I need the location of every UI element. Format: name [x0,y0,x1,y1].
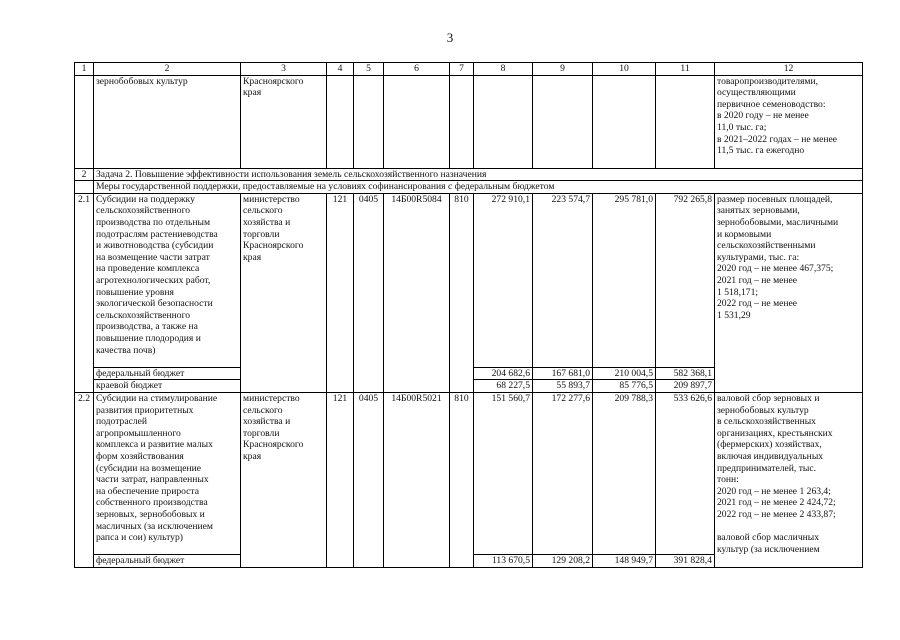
measures-title: Меры государственной поддержки, предоставляемые на условиях софинансирования с федеральным бюджетом [94,181,863,194]
cell-2021: 223 574,7 [533,193,593,367]
cell-fed-2020: 204 682,6 [474,367,533,380]
table-row [75,193,863,367]
cell-vr: 810 [450,193,474,392]
cell-fed-2022: 210 004,5 [593,367,656,380]
program-table [74,62,863,568]
cell-reg-2022: 85 776,5 [593,380,656,393]
cell-2021: 172 277,6 [533,392,593,554]
page-number: 3 [446,30,454,45]
cell-executor: Красноярского края [241,75,327,168]
col-header: 12 [715,63,863,76]
cell-executor: министерство сельского хозяйства и торговли Красноярского края [241,193,327,392]
col-header: 10 [593,63,656,76]
cell-reg-label: краевой бюджет [94,380,241,393]
cell-total: 533 626,6 [656,392,715,554]
col-header: 4 [327,63,354,76]
cell-fed-2020: 113 670,5 [474,554,533,567]
col-header: 9 [533,63,593,76]
cell-fed-label: федеральный бюджет [94,554,241,567]
cell-fed-2022: 148 949,7 [593,554,656,567]
cell-2020: 272 910,1 [474,193,533,367]
col-header: 6 [384,63,450,76]
cell-grbs: 121 [327,392,354,567]
cell-name: Субсидии на поддержку сельскохозяйственного производства по отдельным подотраслям растениеводства и животноводства (субсидии на возмещение части затрат на проведение комплекса агротехнологических работ, повышение уровня экологической безопасности сельскохозяйственного производства, а также на повышение плодородия и качества почв) [94,193,241,367]
row-number: 2.2 [75,392,94,567]
cell-executor: министерство сельского хозяйства и торговли Красноярского края [241,392,327,567]
col-header: 5 [354,63,384,76]
measures-row [75,181,863,194]
task-number: 2 [75,168,94,181]
table-row [75,392,863,554]
col-header: 1 [75,63,94,76]
cell-2022: 209 788,3 [593,392,656,554]
cell-fed-label: федеральный бюджет [94,367,241,380]
cell-name: зернобобовых культур [94,75,241,168]
cell-csr: 14Б00R5084 [384,193,450,392]
col-header: 2 [94,63,241,76]
cell-reg-2020: 68 227,5 [474,380,533,393]
column-numbers-row [75,63,863,76]
cell-grbs: 121 [327,193,354,392]
cell-fed-2021: 129 208,2 [533,554,593,567]
cell-csr: 14Б00R5021 [384,392,450,567]
cell-2022: 295 781,0 [593,193,656,367]
cell-fed-total: 391 828,4 [656,554,715,567]
cell-rzpr: 0405 [354,392,384,567]
cell-fed-total: 582 368,1 [656,367,715,380]
task-row [75,168,863,181]
task-title: Задача 2. Повышение эффективности использования земель сельскохозяйственного назначения [94,168,863,181]
cell-reg-total: 209 897,7 [656,380,715,393]
cell-name: Субсидии на стимулирование развития приоритетных подотраслей агропромышленного комплекса и развитие малых форм хозяйствования (субсидии на возмещение части затрат, направленных на обеспечение прироста собственного производства зерновых, зернобобовых и масличных (за исключением рапса и сои) культур) [94,392,241,554]
cell-result: размер посевных площадей, занятых зерновыми, зернобобовыми, масличными и кормовыми сельскохозяйственными культурами, тыс. га: 2020 год – не менее 467,375; 2021 год – не менее 1 518,171; 2022 год – не менее 1 531,29 [715,193,863,392]
col-header: 8 [474,63,533,76]
cell-reg-2021: 55 893,7 [533,380,593,393]
cell-result: товаропроизводителями, осуществляющими первичное семеноводство: в 2020 году – не менее 11,0 тыс. га; в 2021–2022 годах – не менее 11,5 тыс. га ежегодно [715,75,863,168]
cell-2020: 151 560,7 [474,392,533,554]
cell-fed-2021: 167 681,0 [533,367,593,380]
cell-total: 792 265,8 [656,193,715,367]
col-header: 11 [656,63,715,76]
col-header: 7 [450,63,474,76]
cell-vr: 810 [450,392,474,567]
col-header: 3 [241,63,327,76]
continuation-row [75,75,863,168]
cell-result: валовой сбор зерновых и зернобобовых культур в сельскохозяйственных организациях, крестьянских (фермерских) хозяйствах, включая индивидуальных предпринимателей, тыс. тонн: 2020 год – не менее 1 263,4; 2021 год – не менее 2 424,72; 2022 год – не менее 2 433,87; валовой сбор масличных культур (за исключением [715,392,863,567]
cell-rzpr: 0405 [354,193,384,392]
row-number: 2.1 [75,193,94,392]
